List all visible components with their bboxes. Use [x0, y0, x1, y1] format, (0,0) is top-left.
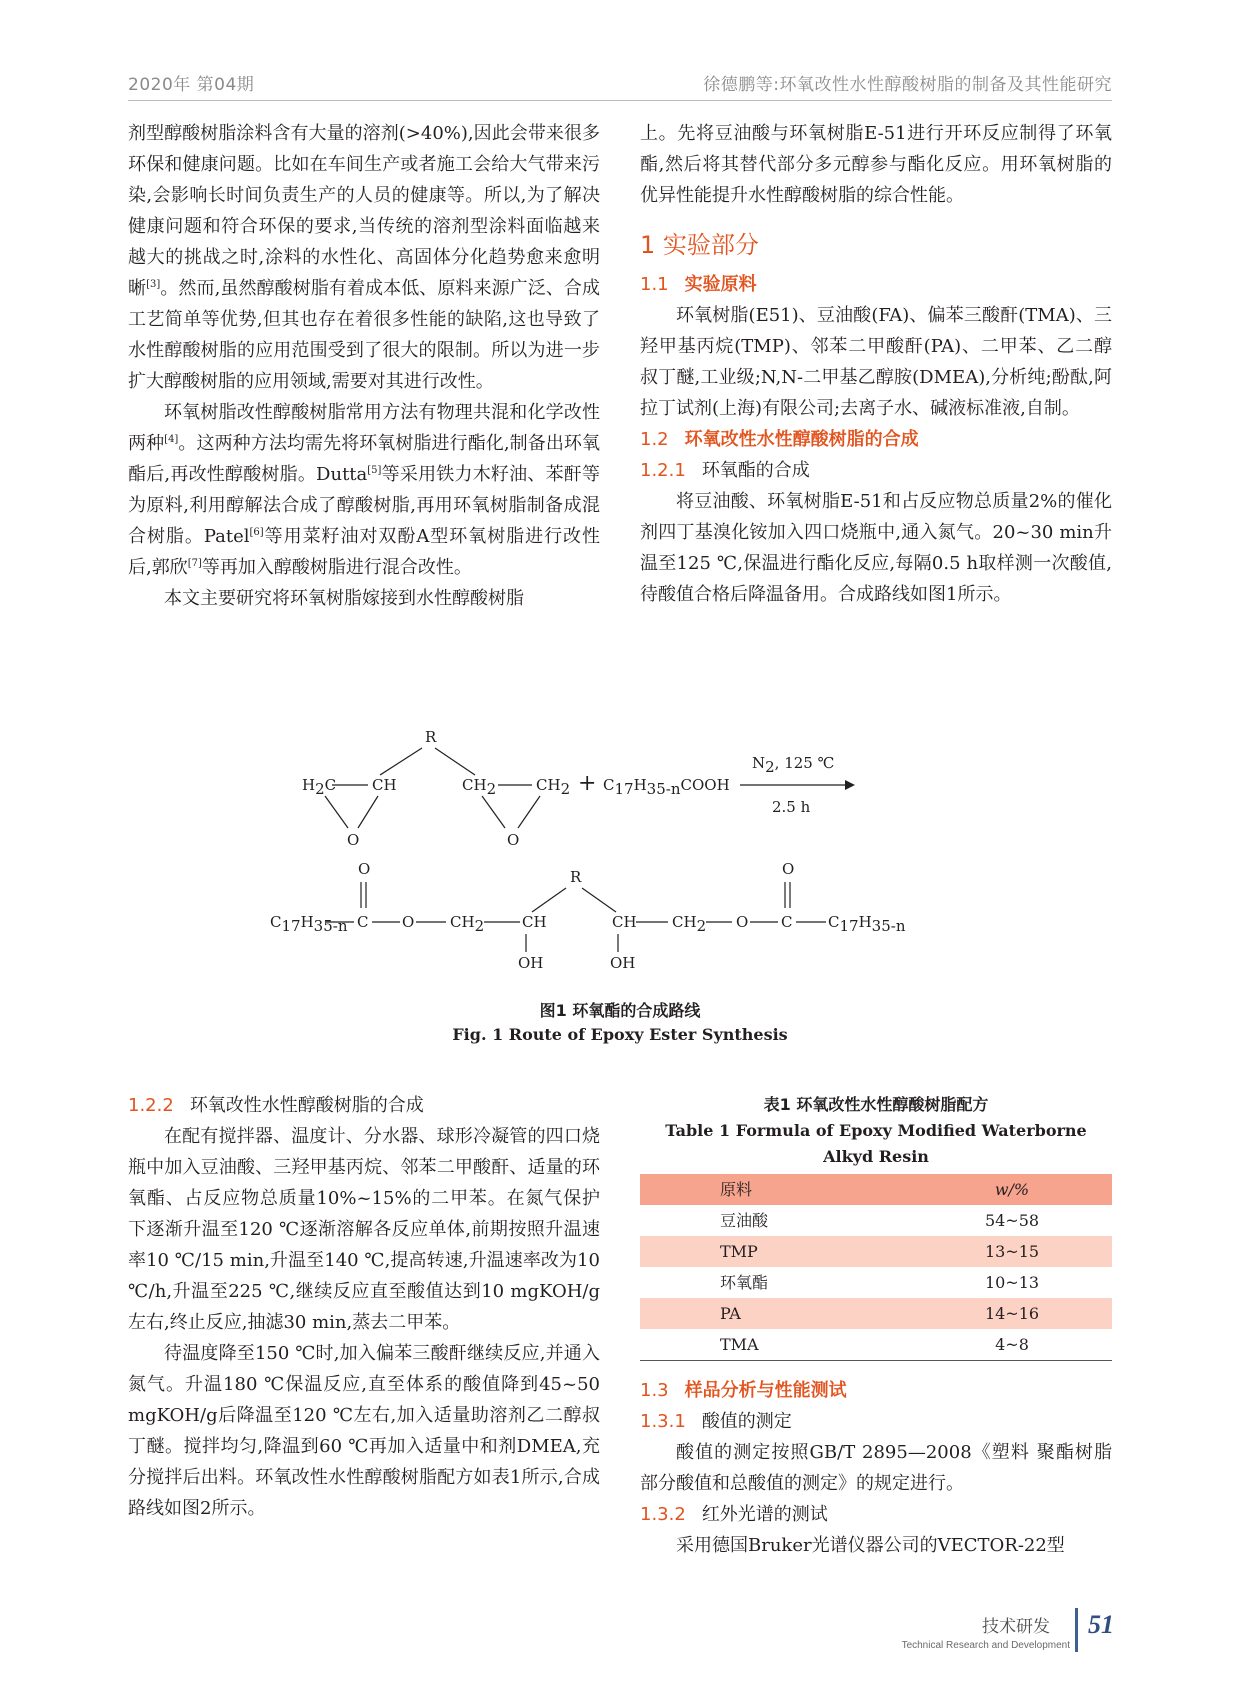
table-header: w/% — [994, 1180, 1030, 1199]
arrow-head — [845, 780, 855, 790]
label-r: R — [570, 868, 582, 886]
label-ch: CH — [522, 913, 547, 931]
table-row — [640, 1205, 1112, 1236]
table-row — [640, 1236, 1112, 1267]
table-header: 原料 — [720, 1180, 753, 1199]
section-heading-1-2-2: 1.2.2 环氧改性水性醇酸树脂的合成 — [128, 1095, 424, 1116]
label-epoxide-o: O — [507, 831, 520, 849]
label-ch2-b: CH2 — [536, 776, 571, 798]
label-ch2: CH2 — [450, 913, 485, 935]
label-carbonyl-o-right: O — [782, 860, 795, 878]
label-fatty-acid: C17H35-nCOOH — [603, 776, 730, 798]
table-cell: PA — [720, 1304, 741, 1323]
running-title: 徐德鹏等:环氧改性水性醇酸树脂的制备及其性能研究 — [703, 75, 1112, 95]
paragraph-materials: 环氧树脂(E51)、豆油酸(FA)、偏苯三酸酐(TMA)、三羟甲基丙烷(TMP)、邻苯二甲酸酐(PA)、二甲苯、乙二醇叔丁醚,工业级;N,N-二甲基乙醇胺(DMEA),分析纯;酚酞,阿拉丁试剂(上海)有限公司;去离子水、碱液标准液,自制。 — [640, 305, 1112, 419]
table-cell: 54~58 — [984, 1211, 1040, 1230]
section-heading-1-1: 1.1 实验原料 — [640, 274, 757, 295]
footer-section-en: Technical Research and Development — [901, 1640, 1070, 1651]
left-column-top — [128, 118, 600, 614]
right-column-bottom — [640, 1092, 1112, 1561]
label-carbon: C — [781, 913, 793, 931]
reaction-scheme-svg — [270, 730, 970, 970]
citation: [6] — [249, 527, 264, 538]
label-ester-o: O — [402, 913, 415, 931]
section-heading-1-3-2: 1.3.2 红外光谱的测试 — [640, 1504, 828, 1525]
table-caption-cn: 表1 环氧改性水性醇酸树脂配方 — [763, 1095, 989, 1114]
figure-1-reaction-scheme — [270, 730, 970, 970]
table-cell: 4~8 — [995, 1335, 1029, 1354]
bond — [325, 796, 348, 828]
table-cell: 环氧酯 — [720, 1273, 769, 1292]
citation: [5] — [367, 465, 382, 476]
table-cell: 13~15 — [984, 1242, 1040, 1261]
label-ch: CH — [612, 913, 637, 931]
table-cell: 14~16 — [984, 1304, 1040, 1323]
paragraph-epoxy-ester: 将豆油酸、环氧树脂E-51和占反应物总质量2%的催化剂四丁基溴化铵加入四口烧瓶中,通入氮气。20~30 min升温至125 ℃,保温进行酯化反应,每隔0.5 h取样测一次酸值,待酸值合格后降温备用。合成路线如图1所示。 — [640, 491, 1112, 605]
label-condition-time: 2.5 h — [772, 798, 811, 816]
footer-section-cn: 技术研发 — [982, 1617, 1050, 1637]
bond — [435, 748, 475, 775]
section-heading-1-3-1: 1.3.1 酸值的测定 — [640, 1411, 792, 1432]
label-c17-left: C17H35-n — [270, 913, 348, 935]
paragraph-acid-value: 酸值的测定按照GB/T 2895—2008《塑料 聚酯树脂 部分酸值和总酸值的测定》的规定进行。 — [640, 1442, 1112, 1494]
right-column-top — [640, 118, 1112, 610]
plus-sign: + — [578, 771, 597, 796]
table-cell: 10~13 — [984, 1273, 1040, 1292]
paragraph-continued: 上。先将豆油酸与环氧树脂E-51进行开环反应制得了环氧酯,然后将其替代部分多元醇参与酯化反应。用环氧树脂的优异性能提升水性醇酸树脂的综合性能。 — [640, 123, 1112, 206]
bond — [358, 796, 378, 828]
citation: [3] — [146, 279, 161, 290]
table-cell: TMA — [720, 1335, 759, 1354]
paragraph-synthesis-1: 在配有搅拌器、温度计、分水器、球形冷凝管的四口烧瓶中加入豆油酸、三羟甲基丙烷、邻苯二甲酸酐、适量的环氧酯、占反应物总质量10%~15%的二甲苯。在氮气保护下逐渐升温至120 ℃逐渐溶解各反应单体,前期按照升温速率10 ℃/15 min,升温至140 ℃,提高转速,升温速率改为10 ℃/h,升温至225 ℃,继续反应直至酸值达到10 mgKOH/g左右,终止反应,抽滤30 min,蒸去二甲苯。 — [128, 1126, 600, 1333]
page-number: 51 — [1088, 1610, 1114, 1639]
table-row — [640, 1267, 1112, 1298]
label-oh-left: OH — [518, 954, 544, 970]
bond — [518, 796, 540, 828]
bond — [532, 888, 566, 912]
figure-caption-cn: 图1 环氧酯的合成路线 — [539, 1001, 701, 1020]
section-heading-1-2: 1.2 环氧改性水性醇酸树脂的合成 — [640, 429, 919, 450]
bond — [380, 748, 422, 775]
bond — [582, 888, 616, 912]
paragraph-intro-2: 环氧树脂改性醇酸树脂常用方法有物理共混和化学改性两种[4]。这两种方法均需先将环氧树脂进行酯化,制备出环氧酯后,再改性醇酸树脂。Dutta[5]等采用铁力木籽油、苯酐等为原料,利用醇解法合成了醇酸树脂,再用环氧树脂制备成混合树脂。Patel[6]等用菜籽油对双酚A型环氧树脂进行改性后,郭欣[7]等再加入醇酸树脂进行混合改性。 — [128, 402, 600, 578]
label-ch: CH — [372, 776, 397, 794]
table-cell: TMP — [720, 1242, 758, 1261]
paragraph-ir-spectrum: 采用德国Bruker光谱仪器公司的VECTOR-22型 — [676, 1535, 1065, 1556]
left-column-bottom — [128, 1090, 600, 1524]
section-heading-1: 1 实验部分 — [640, 231, 759, 259]
label-h2c: H2C — [302, 776, 337, 798]
formula-table — [640, 1174, 1112, 1361]
label-r: R — [425, 730, 437, 746]
label-condition-gas: N2, 125 ℃ — [752, 754, 835, 776]
label-epoxide-o: O — [347, 831, 360, 849]
label-c17-right: C17H35-n — [828, 913, 906, 935]
section-heading-1-2-1: 1.2.1 环氧酯的合成 — [640, 460, 810, 481]
paragraph-intro-3: 本文主要研究将环氧树脂嫁接到水性醇酸树脂 — [164, 588, 524, 609]
table-row — [640, 1298, 1112, 1329]
label-oh-right: OH — [610, 954, 636, 970]
header-rule — [128, 100, 1112, 101]
paragraph-synthesis-2: 待温度降至150 ℃时,加入偏苯三酸酐继续反应,并通入氮气。升温180 ℃保温反应,直至体系的酸值降到45~50 mgKOH/g后降温至120 ℃左右,加入适量助溶剂乙二醇叔丁醚。搅拌均匀,降温到60 ℃再加入适量中和剂DMEA,充分搅拌后出料。环氧改性水性醇酸树脂配方如表1所示,合成路线如图2所示。 — [128, 1343, 600, 1519]
section-heading-1-3: 1.3 样品分析与性能测试 — [640, 1380, 847, 1401]
paragraph-intro-1: 剂型醇酸树脂涂料含有大量的溶剂(>40%),因此会带来很多环保和健康问题。比如在车间生产或者施工会给大气带来污染,会影响长时间负责生产的人员的健康等。所以,为了解决健康问题和符合环保的要求,当传统的溶剂型涂料面临越来越大的挑战之时,涂料的水性化、高固体分化趋势愈来愈明晰[3]。然而,虽然醇酸树脂有着成本低、原料来源广泛、合成工艺简单等优势,但其也存在着很多性能的缺陷,这也导致了水性醇酸树脂的应用范围受到了很大的限制。所以为进一步扩大醇酸树脂的应用领域,需要对其进行改性。 — [128, 123, 600, 392]
label-carbonyl-o-left: O — [358, 860, 371, 878]
label-ester-o: O — [736, 913, 749, 931]
table-cell: 豆油酸 — [720, 1211, 769, 1230]
table-caption-en: Table 1 Formula of Epoxy Modified Waterborne Alkyd Resin — [665, 1121, 1087, 1166]
table-row — [640, 1329, 1112, 1361]
journal-issue: 2020年 第04期 — [128, 75, 255, 95]
citation: [4] — [164, 434, 179, 445]
table-header-row — [640, 1174, 1112, 1205]
citation: [7] — [187, 558, 202, 569]
figure-caption-en: Fig. 1 Route of Epoxy Ester Synthesis — [452, 1025, 788, 1044]
bond — [482, 796, 505, 828]
footer-divider — [1075, 1608, 1078, 1652]
label-carbon: C — [357, 913, 369, 931]
label-ch2: CH2 — [672, 913, 707, 935]
label-ch2-a: CH2 — [462, 776, 497, 798]
